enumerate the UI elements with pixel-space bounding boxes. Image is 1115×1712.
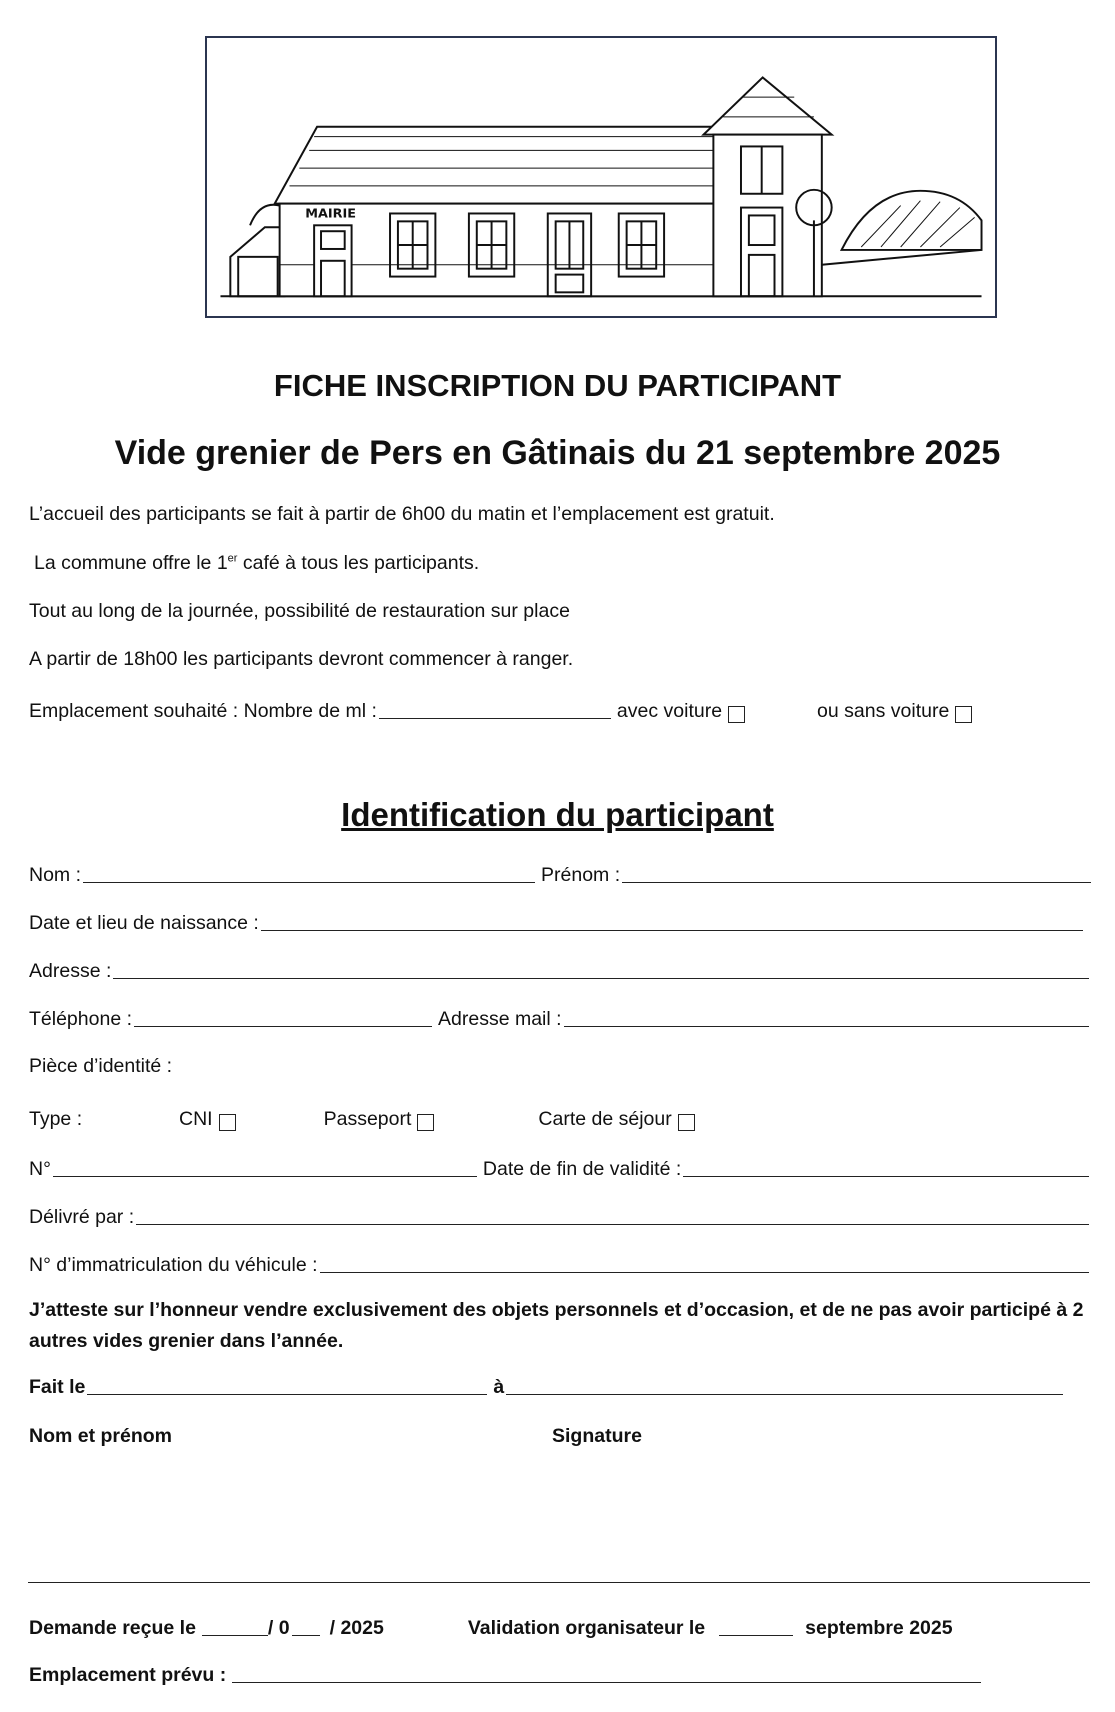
id-type-row: [29, 1108, 1091, 1131]
a-label: à: [493, 1376, 505, 1398]
type-label: Type :: [29, 1108, 83, 1130]
validation-month: septembre 2025: [805, 1617, 953, 1639]
delivre-label: Délivré par :: [29, 1206, 135, 1228]
vehicle-row: [29, 1254, 1089, 1277]
piece-identite-label: Pièce d’identité :: [29, 1055, 173, 1077]
recue-month-field[interactable]: [292, 1635, 320, 1636]
prenom-field[interactable]: [622, 882, 1091, 883]
town-hall-illustration: [205, 36, 997, 318]
validation-day-field[interactable]: [719, 1635, 793, 1636]
emplacement-prevu-label: Emplacement prévu :: [29, 1664, 227, 1686]
mail-label: Adresse mail :: [438, 1008, 562, 1030]
telephone-label: Téléphone :: [29, 1008, 132, 1030]
form-title: FICHE INSCRIPTION DU PARTICIPANT: [273, 368, 842, 403]
passeport-label: Passeport: [323, 1108, 412, 1130]
address-row: [29, 960, 1089, 983]
telephone-field[interactable]: [134, 1026, 432, 1027]
prenom-label: Prénom :: [541, 864, 621, 886]
passeport-checkbox[interactable]: [417, 1114, 434, 1131]
sejour-label: Carte de séjour: [538, 1108, 672, 1130]
fait-le-label: Fait le: [29, 1376, 86, 1398]
intro-line-2-start: La commune offre le 1: [34, 552, 228, 574]
delivered-row: [29, 1206, 1089, 1229]
fait-row: [29, 1376, 1063, 1399]
delivre-field[interactable]: [136, 1224, 1089, 1225]
emplacement-label: Emplacement souhaité : Nombre de ml :: [29, 700, 377, 722]
validite-field[interactable]: [683, 1176, 1089, 1177]
event-subtitle: Vide grenier de Pers en Gâtinais du 21 septembre 2025: [114, 434, 1001, 472]
without-car-checkbox[interactable]: [955, 706, 972, 723]
emplacement-prevu-field[interactable]: [232, 1682, 981, 1683]
ml-field[interactable]: [379, 718, 611, 719]
intro-line-2: [34, 552, 479, 575]
adresse-field[interactable]: [113, 978, 1089, 979]
adresse-label: Adresse :: [29, 960, 112, 982]
name-row: [29, 864, 1091, 887]
naissance-label: Date et lieu de naissance :: [29, 912, 259, 934]
without-car-label: ou sans voiture: [817, 700, 950, 722]
numero-label: N°: [29, 1158, 51, 1180]
intro-line-2-end: café à tous les participants.: [237, 552, 480, 574]
lieu-field[interactable]: [506, 1394, 1063, 1395]
separator-line: [28, 1582, 1090, 1583]
nom-field[interactable]: [83, 882, 535, 883]
nom-prenom-label: Nom et prénom: [29, 1425, 173, 1447]
numero-field[interactable]: [53, 1176, 477, 1177]
recue-day-field[interactable]: [202, 1635, 268, 1636]
reception-row: [29, 1617, 953, 1640]
birth-row: [29, 912, 1083, 935]
emplacement-prevu-row: [29, 1664, 981, 1687]
intro-line-2-sup: er: [227, 552, 238, 565]
recue-month-prefix: / 0: [267, 1617, 290, 1639]
immat-field[interactable]: [320, 1272, 1089, 1273]
naissance-field[interactable]: [261, 930, 1083, 931]
recue-year: / 2025: [329, 1617, 384, 1639]
cni-label: CNI: [179, 1108, 213, 1130]
validation-label: Validation organisateur le: [467, 1617, 706, 1639]
recue-label: Demande reçue le: [29, 1617, 196, 1639]
mairie-sign-text: MAIRIE: [305, 206, 357, 222]
intro-line-3: Tout au long de la journée, possibilité de restauration sur place: [29, 600, 570, 622]
fait-le-field[interactable]: [87, 1394, 487, 1395]
contact-row: [29, 1008, 1089, 1031]
intro-line-1: L’accueil des participants se fait à partir de 6h00 du matin et l’emplacement est gratuit.: [29, 503, 775, 525]
validite-label: Date de fin de validité :: [482, 1158, 682, 1180]
id-number-row: [29, 1158, 1089, 1181]
cni-checkbox[interactable]: [219, 1114, 236, 1131]
with-car-checkbox[interactable]: [728, 706, 745, 723]
sejour-checkbox[interactable]: [678, 1114, 695, 1131]
nom-label: Nom :: [29, 864, 82, 886]
attestation-text: J’atteste sur l’honneur vendre exclusivement des objets personnels et d’occasion, et de ne pas avoir participé à 2 autres vides grenier dans l’année.: [29, 1299, 1084, 1352]
with-car-label: avec voiture: [616, 700, 723, 722]
identification-heading: Identification du participant: [341, 796, 774, 833]
signature-label: Signature: [552, 1425, 642, 1447]
mail-field[interactable]: [564, 1026, 1089, 1027]
emplacement-row: [29, 700, 1091, 723]
immat-label: N° d’immatriculation du véhicule :: [29, 1254, 318, 1276]
intro-line-4: A partir de 18h00 les participants devront commencer à ranger.: [29, 648, 574, 670]
